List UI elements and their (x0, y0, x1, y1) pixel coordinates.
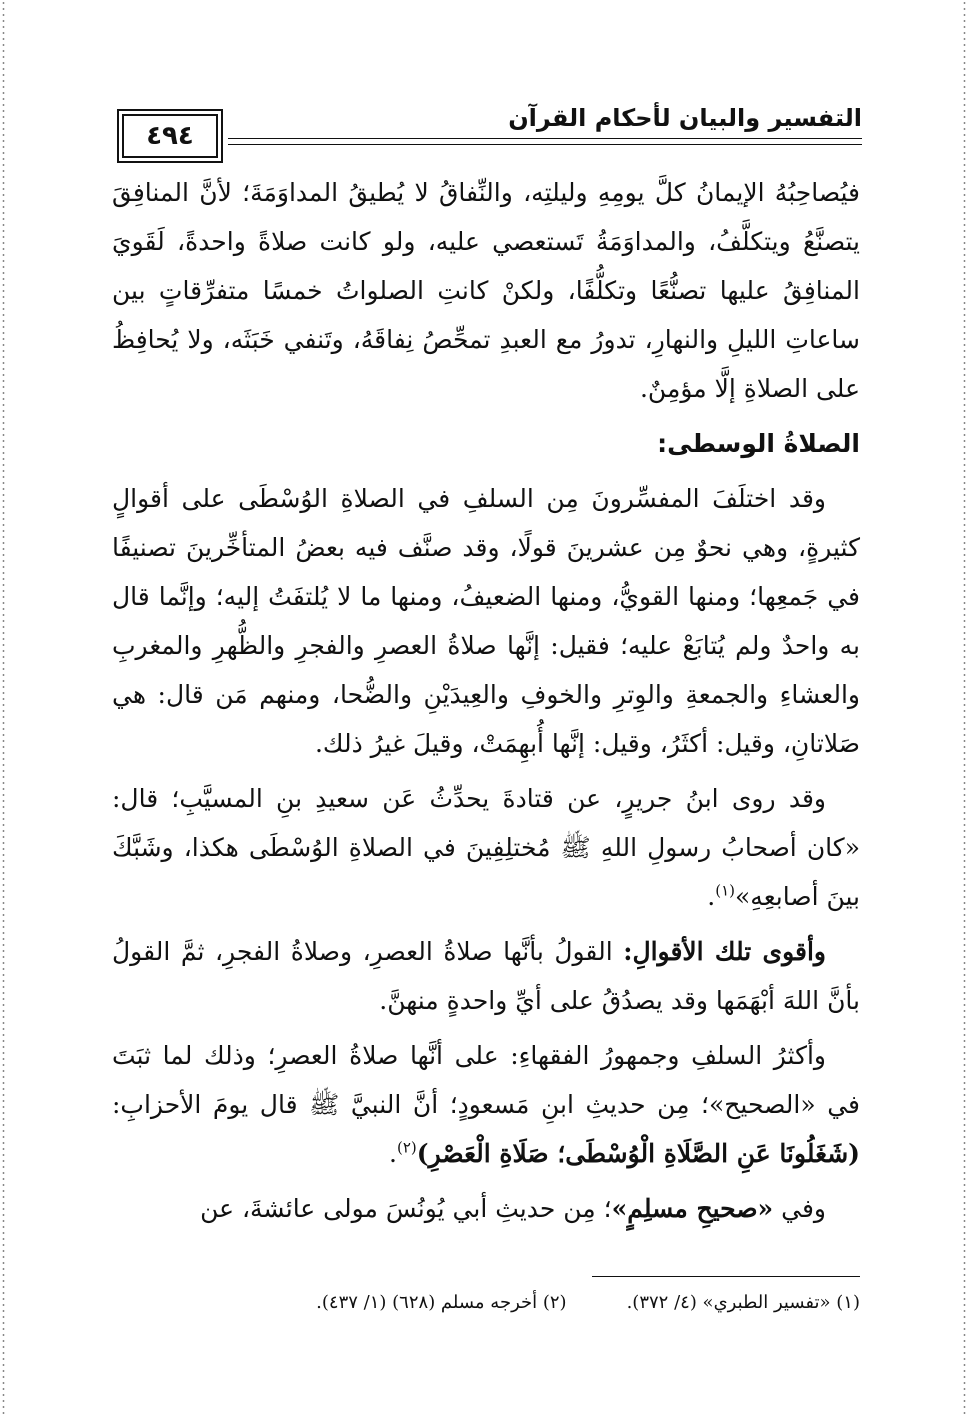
paragraph-6 (112, 1184, 860, 1233)
hadith-quote: (شَغَلُونَا عَنِ الصَّلَاةِ الْوُسْطَى؛ صَلَاةِ الْعَصْرِ) (416, 1139, 860, 1168)
paragraph-4 (112, 927, 860, 1025)
section-heading: الصلاةُ الوسطى: (657, 429, 860, 458)
main-text (112, 168, 860, 1239)
footnote-mark-1: (١) (715, 881, 735, 900)
paragraph-6-lead: وفي (781, 1194, 826, 1223)
running-title: التفسير والبيان لأحكام القرآن (508, 104, 862, 132)
footnotes (112, 1290, 860, 1316)
footnote-rule (592, 1276, 860, 1277)
paragraph-5-text: وأكثرُ السلفِ وجمهورُ الفقهاءِ: على أنَّها صلاةُ العصرِ؛ وذلك لما ثبَتَ في «الصحيح»؛ مِن حديثِ ابنِ مَسعودٍ؛ أنَّ النبيَّ ﷺ قال يومَ الأحزابِ: (112, 1041, 860, 1119)
right-margin-dots (963, 0, 966, 1417)
paragraph-6-text: ؛ مِن حديثِ أبي يُونُسَ مولى عائشةَ، عن (200, 1194, 612, 1223)
left-margin-dots (2, 0, 5, 1417)
page-header (112, 100, 862, 164)
strongest-opinions-lead: وأقوى تلك الأقوالِ: (623, 937, 826, 966)
footnote-1: (١) «تفسير الطبري» (٤/ ٣٧٢). (626, 1292, 860, 1313)
paragraph-3: وقد روى ابنُ جريرٍ، عن قتادةَ يحدِّثُ عَن سعيدِ بنِ المسيَّبِ؛ قال: «كان أصحابُ رسولِ اللهِ ﷺ مُختلِفِينَ في الصلاةِ الوُسْطَى هكذا، وشَبَّكَ بينَ أصابعِهِ»$^{(١)}$. (112, 784, 860, 911)
paragraph-4-text: القولُ بأنَّها صلاةُ العصرِ، وصلاةُ الفجرِ، ثمَّ القولُ بأنَّ اللهَ أبْهَمَها وقد يصدُقُ على أيِّ واحدةٍ منهنَّ. (112, 937, 860, 1015)
header-rule-secondary (228, 144, 862, 145)
paragraph-5: وأكثرُ السلفِ وجمهورُ الفقهاءِ: على أنَّها صلاةُ العصرِ؛ وذلك لما ثبَتَ في «الصحيح»؛ مِن حديثِ ابنِ مَسعودٍ؛ أنَّ النبيَّ ﷺ قال يومَ الأحزابِ: (شَغَلُونَا عَنِ الصَّلَاةِ الْوُسْطَى؛ صَلَاةِ الْعَصْرِ)$^{(٢)}$. (112, 1041, 860, 1168)
header-rule (228, 138, 862, 139)
paragraph-2: وقد اختلَفَ المفسِّرونَ مِن السلفِ في الصلاةِ الوُسْطَى على أقوالٍ كثيرةٍ، وهي نحوٌ مِن عشرينَ قولًا، وقد صنَّف فيه بعضُ المتأخِّرينَ تصنيفًا في جَمعِها؛ ومنها القويُّ، ومنها الضعيفُ، ومنها ما لا يُلتفَتُ إليه؛ وإنَّما قال به واحدٌ ولم يُتابَعْ عليه؛ فقيل: إنَّها صلاةُ العصرِ والفجرِ والظُّهرِ والمغربِ والعشاءِ والجمعةِ والوِترِ والخوفِ والعِيدَيْنِ والضُّحا، ومنهم مَن قال: هي صَلاتانِ، وقيل: أكثَرُ، وقيل: إنَّها أُبهِمَتْ، وقيلَ غيرُ ذلك. (112, 484, 860, 758)
paragraph-3-text: وقد روى ابنُ جريرٍ، عن قتادةَ يحدِّثُ عَن سعيدِ بنِ المسيَّبِ؛ قال: «كان أصحابُ رسولِ اللهِ ﷺ مُختلِفِينَ في الصلاةِ الوُسْطَى هكذا، وشَبَّكَ بينَ أصابعِهِ» (112, 784, 860, 911)
footnote-2: (٢) أخرجه مسلم (٦٢٨) (١/ ٤٣٧). (316, 1292, 567, 1313)
sahih-muslim-title: «صحيحِ مسلِمٍ» (611, 1194, 774, 1223)
paragraph-1: فيُصاحِبُهُ الإيمانُ كلَّ يومِهِ وليلتِه، والنِّفاقُ لا يُطيقُ المداوَمَةَ؛ لأنَّ المنافِقَ يتصنَّعُ ويتكلَّفُ، والمداوَمَةُ تَستعصي عليه، ولو كانت صلاةً واحدةً، لَقَويَ المنافِقُ عليها تصنُّعًا وتكلُّفًا، ولكنْ كانتِ الصلواتُ خمسًا متفرِّقاتٍ بين ساعاتِ الليلِ والنهارِ، تدورُ مع العبدِ تمحِّصُ نِفاقَهُ، وتَنفي خَبَثَه، ولا يُحافِظُ على الصلاةِ إلَّا مؤمِنٌ. (112, 178, 860, 403)
page-number: ٤٩٤ (122, 114, 218, 158)
footnote-mark-2: (٢) (397, 1138, 417, 1157)
